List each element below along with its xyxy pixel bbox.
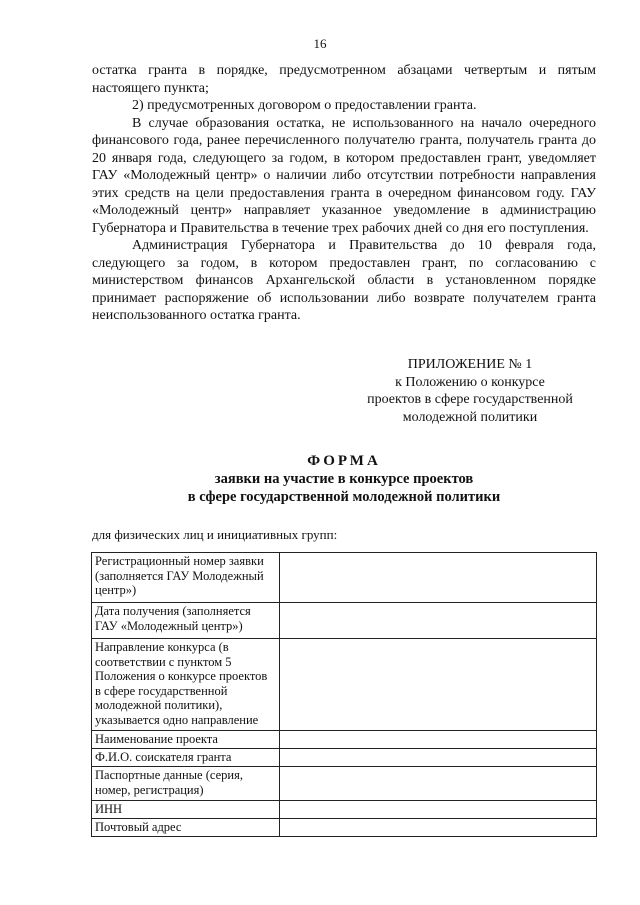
field-label: Почтовый адрес: [92, 819, 280, 837]
form-heading: [92, 452, 596, 506]
field-value[interactable]: [280, 553, 597, 603]
field-label: Ф.И.О. соискателя гранта: [92, 749, 280, 767]
table-row: [92, 603, 597, 639]
paragraph-1: остатка гранта в порядке, предусмотренном абзацами четвертым и пятым настоящего пункта;: [92, 63, 596, 96]
table-row: [92, 819, 597, 837]
page-number: 16: [313, 36, 327, 51]
field-value[interactable]: [280, 603, 597, 639]
field-label: Направление конкурса (в соответствии с пунктом 5 Положения о конкурсе проектов в сфере государственной молодежной политики), указывается одно направление: [92, 639, 280, 731]
appendix-header: [340, 356, 600, 426]
form-subtitle: в сфере государственной молодежной политики: [187, 489, 501, 505]
field-label: Наименование проекта: [92, 731, 280, 749]
appendix-line: проектов в сфере государственной: [367, 392, 573, 407]
appendix-title: ПРИЛОЖЕНИЕ № 1: [407, 357, 533, 372]
paragraph-2: 2) предусмотренных договором о предоставлении гранта.: [132, 98, 477, 113]
table-row: [92, 767, 597, 801]
table-row: [92, 639, 597, 731]
appendix-line: молодежной политики: [402, 409, 538, 425]
table-row: [92, 749, 597, 767]
form-title: ФОРМА: [307, 453, 381, 469]
field-label: Регистрационный номер заявки (заполняется ГАУ Молодежный центр»): [92, 553, 280, 603]
field-value[interactable]: [280, 749, 597, 767]
table-row: [92, 801, 597, 819]
application-table: [91, 552, 597, 837]
table-row: [92, 731, 597, 749]
field-label: ИНН: [92, 801, 280, 819]
body-text: [92, 62, 596, 325]
form-subtitle: заявки на участие в конкурсе проектов: [214, 471, 474, 487]
appendix-line: к Положению о конкурсе: [395, 374, 545, 390]
field-label: Дата получения (заполняется ГАУ «Молодежный центр»): [92, 603, 280, 639]
section-label: для физических лиц и инициативных групп:: [92, 527, 338, 542]
field-value[interactable]: [280, 801, 597, 819]
field-value[interactable]: [280, 819, 597, 837]
field-value[interactable]: [280, 767, 597, 801]
table-row: [92, 553, 597, 603]
paragraph-3: В случае образования остатка, не использованного на начало очередного финансового года, ранее перечисленного получателю гранта, получатель гранта до 20 января года, следующего за годом, в котором предоставлен грант, уведомляет ГАУ «Молодежный центр» о наличии либо отсутствии потребности направления этих средств на цели предоставления гранта в очередном финансовом году. ГАУ «Молодежный центр» направляет указанное уведомление в администрацию Губернатора и Правительства в течение трех рабочих дней со дня его поступления.: [92, 115, 596, 236]
field-value[interactable]: [280, 639, 597, 731]
field-label: Паспортные данные (серия, номер, регистрация): [92, 767, 280, 801]
paragraph-4: Администрация Губернатора и Правительства до 10 февраля года, следующего за годом, в котором предоставлен грант, по согласованию с министерством финансов Архангельской области в установленном порядке принимает распоряжение об использовании либо возврате получателем гранта неиспользованного остатка гранта.: [92, 238, 596, 323]
field-value[interactable]: [280, 731, 597, 749]
